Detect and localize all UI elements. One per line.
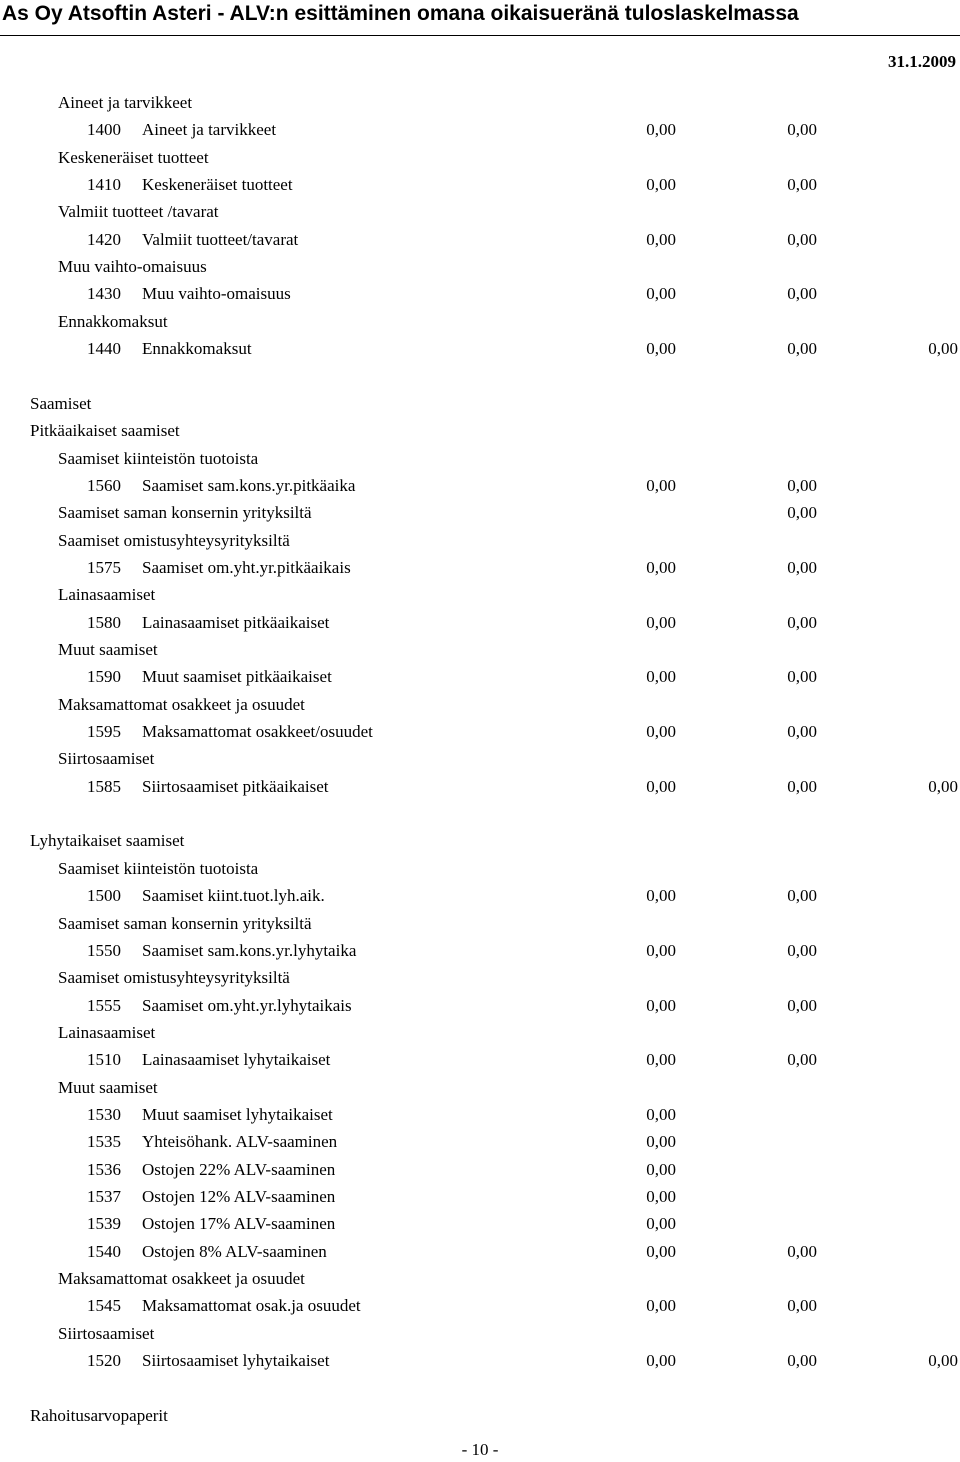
amount-subtotal: 0,00	[787, 475, 817, 495]
account-name: Lainasaamiset lyhytaikaiset	[142, 1050, 331, 1070]
amount-subtotal: 0,00	[787, 667, 817, 687]
account-code: 1440	[87, 339, 121, 359]
group-heading-row	[0, 693, 960, 717]
group-heading-row	[0, 91, 960, 115]
group-heading: Lainasaamiset	[58, 585, 156, 605]
account-code: 1595	[87, 722, 121, 742]
account-code: 1590	[87, 667, 121, 687]
group-heading-row	[0, 912, 960, 936]
account-code: 1400	[87, 120, 121, 140]
group-heading: Pitkäaikaiset saamiset	[30, 421, 180, 441]
group-heading-row	[0, 200, 960, 224]
account-code: 1430	[87, 284, 121, 304]
group-heading: Siirtosaamiset	[58, 1323, 155, 1343]
group-heading-row	[0, 501, 960, 525]
group-heading: Maksamattomat osakkeet ja osuudet	[58, 1269, 305, 1289]
account-name: Maksamattomat osak.ja osuudet	[142, 1296, 361, 1316]
account-name: Muut saamiset pitkäaikaiset	[142, 667, 332, 687]
amount-subtotal: 0,00	[787, 1241, 817, 1261]
account-row	[0, 1294, 960, 1318]
account-name: Saamiset om.yht.yr.lyhytaikais	[142, 995, 352, 1015]
group-heading: Saamiset	[30, 393, 92, 413]
amount-current: 0,00	[646, 1050, 676, 1070]
group-heading: Saamiset saman konsernin yrityksiltä	[58, 913, 312, 933]
header-divider	[0, 35, 960, 36]
group-heading: Keskeneräiset tuotteet	[58, 147, 209, 167]
account-name: Muut saamiset lyhytaikaiset	[142, 1104, 333, 1124]
account-name: Saamiset sam.kons.yr.pitkäaika	[142, 475, 356, 495]
account-row	[0, 337, 960, 361]
group-heading-row	[0, 310, 960, 334]
amount-current: 0,00	[646, 339, 676, 359]
amount-current: 0,00	[646, 940, 676, 960]
amount-current: 0,00	[646, 722, 676, 742]
amount-current: 0,00	[646, 886, 676, 906]
account-code: 1580	[87, 612, 121, 632]
amount-total: 0,00	[928, 339, 958, 359]
group-heading-row	[0, 747, 960, 771]
group-heading: Aineet ja tarvikkeet	[58, 93, 193, 112]
account-name: Yhteisöhank. ALV-saaminen	[142, 1132, 338, 1152]
amount-subtotal: 0,00	[787, 886, 817, 906]
account-code: 1536	[87, 1159, 121, 1179]
amount-total: 0,00	[928, 776, 958, 796]
account-code: 1575	[87, 557, 121, 577]
amount-current: 0,00	[646, 1241, 676, 1261]
amount-subtotal: 0,00	[787, 1050, 817, 1070]
group-heading-row	[0, 1021, 960, 1045]
amount-current: 0,00	[646, 612, 676, 632]
amount-current: 0,00	[646, 120, 676, 140]
account-name: Saamiset om.yht.yr.pitkäaikais	[142, 557, 351, 577]
group-heading: Ennakkomaksut	[58, 311, 168, 331]
amount-current: 0,00	[646, 995, 676, 1015]
account-row	[0, 282, 960, 306]
group-heading-row	[0, 1076, 960, 1100]
account-code: 1550	[87, 940, 121, 960]
group-heading-row	[0, 146, 960, 170]
account-row	[0, 939, 960, 963]
page-number: - 10 -	[461, 1440, 499, 1459]
group-heading: Muut saamiset	[58, 640, 158, 659]
amount-current: 0,00	[646, 1214, 676, 1234]
amount-current: 0,00	[646, 1132, 676, 1152]
amount-current: 0,00	[646, 557, 676, 577]
account-row	[0, 1103, 960, 1127]
group-heading: Rahoitusarvopaperit	[30, 1405, 168, 1425]
amount-subtotal: 0,00	[787, 995, 817, 1015]
account-name: Muu vaihto-omaisuus	[142, 284, 291, 304]
blank-line	[0, 1376, 960, 1400]
account-row	[0, 474, 960, 498]
group-heading: Maksamattomat osakkeet ja osuudet	[58, 694, 305, 714]
group-heading: Saamiset omistusyhteysyrityksiltä	[58, 968, 290, 988]
account-row	[0, 720, 960, 744]
amount-subtotal: 0,00	[787, 612, 817, 632]
account-code: 1510	[87, 1050, 121, 1070]
amount-subtotal: 0,00	[787, 776, 817, 796]
amount-subtotal: 0,00	[787, 339, 817, 359]
account-name: Siirtosaamiset lyhytaikaiset	[142, 1351, 330, 1371]
account-name: Ostojen 22% ALV-saaminen	[142, 1159, 336, 1179]
account-name: Saamiset kiint.tuot.lyh.aik.	[142, 886, 325, 906]
account-row	[0, 1185, 960, 1209]
group-heading: Siirtosaamiset	[58, 749, 155, 769]
account-name: Lainasaamiset pitkäaikaiset	[142, 612, 330, 632]
account-row	[0, 1158, 960, 1182]
group-heading: Saamiset kiinteistön tuotoista	[58, 858, 259, 878]
account-code: 1539	[87, 1214, 121, 1234]
group-heading-row	[0, 447, 960, 471]
account-code: 1410	[87, 175, 121, 195]
amount-current: 0,00	[646, 1296, 676, 1316]
account-name: Saamiset sam.kons.yr.lyhytaika	[142, 940, 357, 960]
group-heading: Lainasaamiset	[58, 1022, 156, 1042]
account-name: Ennakkomaksut	[142, 339, 252, 359]
amount-current: 0,00	[646, 284, 676, 304]
account-row	[0, 1212, 960, 1236]
amount-current: 0,00	[646, 1159, 676, 1179]
group-heading-row	[0, 583, 960, 607]
account-name: Ostojen 12% ALV-saaminen	[142, 1187, 336, 1206]
amount-subtotal: 0,00	[787, 229, 817, 249]
account-code: 1545	[87, 1296, 121, 1316]
account-row	[0, 1130, 960, 1154]
group-heading: Saamiset kiinteistön tuotoista	[58, 448, 259, 468]
group-heading: Muu vaihto-omaisuus	[58, 257, 207, 277]
account-code: 1500	[87, 886, 121, 906]
account-row	[0, 118, 960, 142]
group-heading: Muut saamiset	[58, 1077, 158, 1097]
group-heading-row	[0, 857, 960, 881]
group-heading: Valmiit tuotteet /tavarat	[58, 202, 219, 222]
group-heading-row	[0, 419, 960, 443]
account-name: Ostojen 17% ALV-saaminen	[142, 1214, 336, 1234]
group-heading: Saamiset omistusyhteysyrityksiltä	[58, 530, 290, 550]
amount-subtotal: 0,00	[787, 1351, 817, 1371]
account-code: 1420	[87, 229, 121, 249]
amount-current: 0,00	[646, 229, 676, 249]
amount-current: 0,00	[646, 667, 676, 687]
amount-subtotal: 0,00	[787, 284, 817, 304]
group-heading-row	[0, 638, 960, 662]
account-name: Maksamattomat osakkeet/osuudet	[142, 722, 373, 742]
account-row	[0, 228, 960, 252]
account-row	[0, 994, 960, 1018]
amount-subtotal: 0,00	[787, 1296, 817, 1316]
account-name: Siirtosaamiset pitkäaikaiset	[142, 776, 329, 796]
group-heading-row	[0, 255, 960, 279]
blank-line	[0, 802, 960, 826]
account-row	[0, 556, 960, 580]
account-row	[0, 884, 960, 908]
group-heading-row	[0, 1267, 960, 1291]
account-row	[0, 173, 960, 197]
account-code: 1530	[87, 1104, 121, 1124]
account-code: 1537	[87, 1187, 121, 1206]
group-heading-row	[0, 529, 960, 553]
account-name: Ostojen 8% ALV-saaminen	[142, 1241, 327, 1261]
amount-current: 0,00	[646, 1104, 676, 1124]
account-code: 1555	[87, 995, 121, 1015]
group-heading-row	[0, 829, 960, 853]
group-heading-row	[0, 1322, 960, 1346]
amount-subtotal: 0,00	[787, 120, 817, 140]
account-code: 1560	[87, 475, 121, 495]
report-title: As Oy Atsoftin Asteri - ALV:n esittäminen omana oikaisueränä tuloslaskelmassa	[2, 2, 799, 25]
account-name: Valmiit tuotteet/tavarat	[142, 229, 299, 249]
amount-current: 0,00	[646, 1187, 676, 1206]
account-row	[0, 665, 960, 689]
group-heading-row	[0, 392, 960, 416]
amount-subtotal: 0,00	[787, 557, 817, 577]
amount-current: 0,00	[646, 776, 676, 796]
amount-current: 0,00	[646, 475, 676, 495]
account-name: Keskeneräiset tuotteet	[142, 175, 293, 195]
amount-subtotal: 0,00	[787, 503, 817, 523]
amount-subtotal: 0,00	[787, 722, 817, 742]
amount-total: 0,00	[928, 1351, 958, 1371]
account-code: 1585	[87, 776, 121, 796]
group-heading-row	[0, 966, 960, 990]
account-code: 1540	[87, 1241, 121, 1261]
amount-current: 0,00	[646, 1351, 676, 1371]
amount-subtotal: 0,00	[787, 940, 817, 960]
account-code: 1520	[87, 1351, 121, 1371]
account-row	[0, 1349, 960, 1373]
account-row	[0, 611, 960, 635]
amount-subtotal: 0,00	[787, 175, 817, 195]
amount-current: 0,00	[646, 175, 676, 195]
blank-line	[0, 365, 960, 389]
account-row	[0, 775, 960, 799]
account-name: Aineet ja tarvikkeet	[142, 120, 277, 140]
account-row	[0, 1048, 960, 1072]
group-heading-row	[0, 1404, 960, 1428]
group-heading: Lyhytaikaiset saamiset	[30, 831, 185, 851]
group-heading: Saamiset saman konsernin yrityksiltä	[58, 503, 312, 523]
report-date: 31.1.2009	[888, 52, 956, 71]
account-code: 1535	[87, 1132, 121, 1152]
account-row	[0, 1240, 960, 1264]
